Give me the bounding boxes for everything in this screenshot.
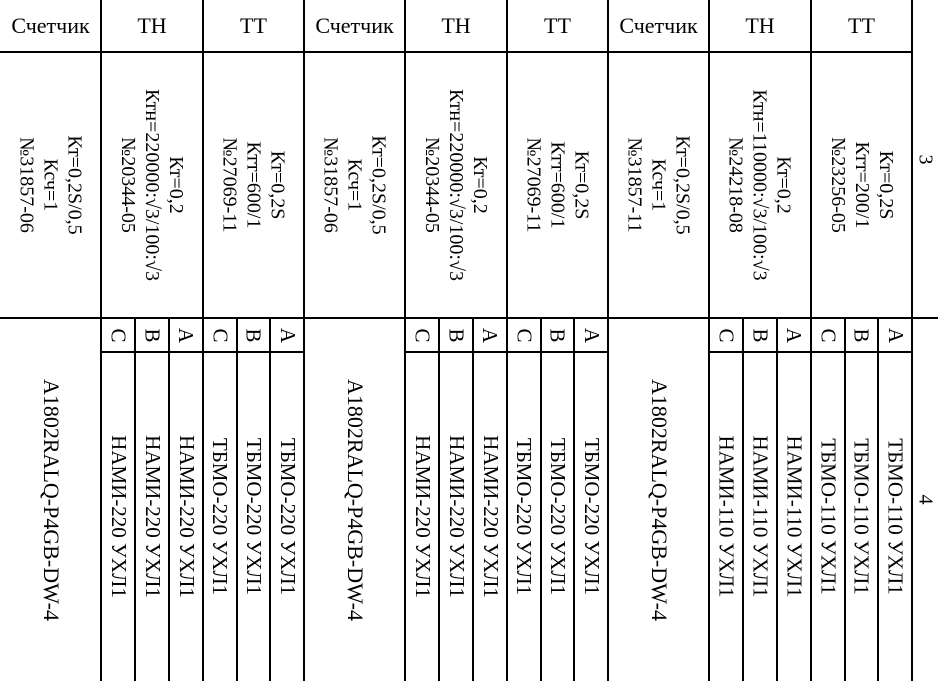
tt-device-b-text: ТБМО-220 УХЛ1: [241, 437, 266, 596]
tn-device-c-text: НАМИ-220 УХЛ1: [410, 435, 435, 598]
counter-model-text: A1802RALQ-P4GB-DW-4: [38, 378, 64, 621]
column-number-3-text: 3: [914, 154, 937, 164]
counter-specs: [608, 52, 709, 318]
tt-device-b: [541, 352, 575, 681]
spec-line: №20344-05: [421, 137, 443, 233]
tt-phase-c: [203, 318, 237, 352]
tt-device-b: [237, 352, 271, 681]
counter-model-text: A1802RALQ-P4GB-DW-4: [342, 378, 368, 621]
spec-line: Кт=0,2S/0,5: [367, 135, 390, 235]
spec-line: Ксч=1: [39, 158, 62, 212]
tt-device-c: [507, 352, 541, 681]
tt-phase-a: [574, 318, 608, 352]
tt-device-b: [845, 352, 879, 681]
tt-specs-text: [218, 138, 290, 233]
header-tt: ТТ: [544, 13, 571, 38]
counter-specs-text: [15, 135, 87, 234]
spec-line: №23256-05: [826, 137, 849, 233]
tn-phase-b-text: B: [140, 327, 165, 343]
tt-phase-a-text: A: [579, 327, 604, 343]
counter-model: [0, 318, 101, 681]
spec-line: Ктн=110000:√3/100:√3: [749, 89, 771, 281]
tn-device-a: [473, 352, 507, 681]
counter-model: [304, 318, 405, 681]
tn-device-b-text: НАМИ-220 УХЛ1: [140, 435, 165, 598]
spec-line: Ктт=600/1: [242, 141, 265, 229]
tt-specs: [203, 52, 304, 318]
header-tn: ТН: [441, 13, 471, 38]
spec-line: Кт=0,2S: [266, 150, 289, 220]
header-counter: Счетчик: [315, 13, 394, 38]
spec-line: №31857-11: [623, 137, 646, 233]
header-tn: ТН: [137, 13, 167, 38]
tt-device-b-text: ТБМО-110 УХЛ1: [849, 438, 874, 595]
tn-phase-a: [473, 318, 507, 352]
tn-device-b: [135, 352, 169, 681]
spec-line: Ктт=200/1: [850, 141, 873, 229]
tn-phase-c: [405, 318, 439, 352]
spec-line: №31857-06: [15, 137, 38, 233]
tn-phase-a: [777, 318, 811, 352]
spec-line: Кт=0,2: [469, 156, 491, 214]
counter-specs-text: [623, 135, 695, 234]
tt-phase-a-text: A: [883, 327, 908, 343]
tt-device-a: [270, 352, 304, 681]
tn-specs-text: [116, 89, 188, 281]
tt-device-c-text: ТБМО-220 УХЛ1: [512, 437, 537, 596]
tt-phase-b: [237, 318, 271, 352]
tn-phase-a-text: A: [478, 327, 503, 343]
tn-specs: [405, 52, 507, 318]
tt-phase-c: [507, 318, 541, 352]
tn-phase-b: [439, 318, 473, 352]
header-counter: Счетчик: [619, 13, 698, 38]
header-tt: ТТ: [240, 13, 267, 38]
tn-phase-c-text: C: [714, 327, 739, 343]
tn-phase-a-text: A: [782, 327, 807, 343]
tt-device-a: [574, 352, 608, 681]
tt-device-c: [811, 352, 845, 681]
tt-phase-c-text: C: [512, 327, 537, 343]
spec-line: Кт=0,2S: [874, 150, 897, 220]
tn-specs: [709, 52, 811, 318]
tn-phase-b-text: B: [444, 327, 469, 343]
tn-phase-a-text: A: [174, 327, 199, 343]
tt-phase-c: [811, 318, 845, 352]
tt-phase-b-text: B: [241, 327, 266, 343]
tn-phase-c: [709, 318, 743, 352]
tn-device-b-text: НАМИ-220 УХЛ1: [444, 435, 469, 598]
tt-phase-c-text: C: [208, 327, 233, 343]
counter-model: [608, 318, 709, 681]
tn-specs-text: [420, 89, 492, 281]
tt-phase-b-text: B: [849, 327, 874, 343]
column-number-4: [912, 318, 938, 681]
tt-specs-text: [522, 138, 594, 233]
tt-specs: [811, 52, 912, 318]
tn-specs: [101, 52, 203, 318]
tn-device-b: [439, 352, 473, 681]
spec-line: Кт=0,2S/0,5: [63, 135, 86, 235]
spec-line: Кт=0,2S: [570, 150, 593, 220]
header-tn: ТН: [745, 13, 775, 38]
tn-device-b-text: НАМИ-110 УХЛ1: [748, 435, 773, 598]
tt-device-c-text: ТБМО-110 УХЛ1: [816, 438, 841, 595]
tn-phase-a: [169, 318, 203, 352]
tn-phase-c: [101, 318, 135, 352]
tn-phase-b-text: B: [748, 327, 773, 343]
tt-phase-a: [878, 318, 912, 352]
spec-line: Кт=0,2: [165, 156, 187, 214]
tn-device-a: [777, 352, 811, 681]
spec-line: Кт=0,2S/0,5: [671, 135, 694, 235]
spec-line: №27069-11: [218, 137, 241, 233]
spec-line: Ксч=1: [647, 158, 670, 212]
spec-line: Ктт=600/1: [546, 141, 569, 229]
tn-device-a: [169, 352, 203, 681]
tn-specs-text: [724, 89, 796, 280]
counter-model-text: A1802RALQ-P4GB-DW-4: [646, 378, 672, 621]
spec-line: Ксч=1: [343, 158, 366, 212]
spec-line: Кт=0,2: [773, 156, 795, 214]
tt-phase-b: [845, 318, 879, 352]
tt-phase-a: [270, 318, 304, 352]
tt-phase-b-text: B: [545, 327, 570, 343]
tt-specs: [507, 52, 608, 318]
tn-device-a-text: НАМИ-110 УХЛ1: [782, 435, 807, 598]
column-number-4-text: 4: [914, 494, 937, 505]
tn-device-c-text: НАМИ-220 УХЛ1: [106, 435, 131, 598]
spec-line: №27069-11: [522, 137, 545, 233]
tt-specs-text: [826, 137, 898, 233]
tn-phase-b: [135, 318, 169, 352]
tt-device-c: [203, 352, 237, 681]
tn-device-a-text: НАМИ-220 УХЛ1: [174, 435, 199, 598]
header-tt: ТТ: [848, 13, 875, 38]
tn-device-a-text: НАМИ-220 УХЛ1: [478, 435, 503, 598]
tt-device-a-text: ТБМО-220 УХЛ1: [579, 437, 604, 596]
tn-device-c-text: НАМИ-110 УХЛ1: [714, 435, 739, 598]
tt-device-a-text: ТБМО-220 УХЛ1: [275, 437, 300, 596]
tn-phase-c-text: C: [410, 327, 435, 343]
tn-device-b: [743, 352, 777, 681]
spec-line: Ктн=220000:√3/100:√3: [141, 89, 163, 281]
counter-specs: [304, 52, 405, 318]
tn-phase-c-text: C: [106, 327, 131, 343]
counter-specs-text: [319, 135, 391, 234]
tt-device-a: [878, 352, 912, 681]
tt-device-a-text: ТБМО-110 УХЛ1: [883, 438, 908, 595]
tt-device-b-text: ТБМО-220 УХЛ1: [545, 437, 570, 596]
tn-device-c: [709, 352, 743, 681]
tt-device-c-text: ТБМО-220 УХЛ1: [208, 437, 233, 596]
spec-line: №24218-08: [725, 137, 747, 233]
header-counter: Счетчик: [11, 13, 90, 38]
tn-phase-b: [743, 318, 777, 352]
tn-device-c: [101, 352, 135, 681]
counter-specs: [0, 52, 101, 318]
tt-phase-c-text: C: [816, 327, 841, 343]
tt-phase-a-text: A: [275, 327, 300, 343]
tt-phase-b: [541, 318, 575, 352]
column-number-3: [912, 0, 938, 318]
tn-device-c: [405, 352, 439, 681]
spec-line: Ктн=220000:√3/100:√3: [445, 89, 467, 281]
spec-line: №31857-06: [319, 137, 342, 233]
spec-line: №20344-05: [117, 137, 139, 233]
